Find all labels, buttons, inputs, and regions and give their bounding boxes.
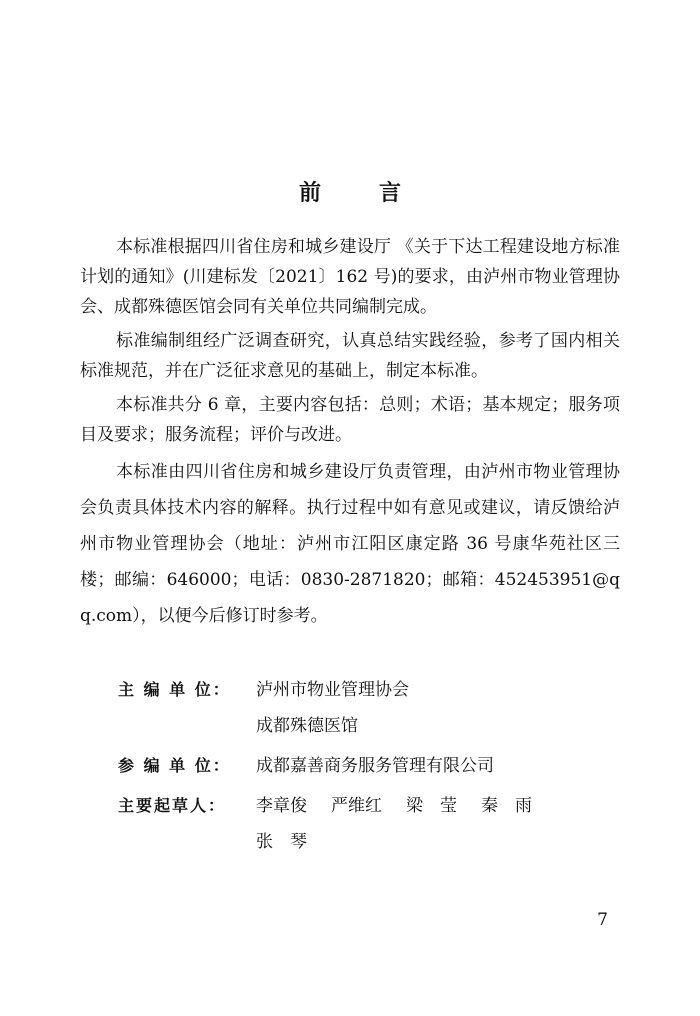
foreword-paragraph-1: 本标准根据四川省住房和城乡建设厅 《关于下达工程建设地方标准计划的通知》(川建标发〔2021〕162 号)的要求，由泸州市物业管理协会、成都殊德医馆会同有关单位共同编制完成。 (80, 237, 620, 317)
participant-unit-values (256, 748, 618, 784)
editor-unit-label: 主 编 单 位： (118, 680, 231, 699)
participant-unit-row (118, 748, 618, 784)
page-number: 7 (597, 910, 608, 930)
drafter-name: 张 琴 (256, 832, 307, 852)
drafter-line (256, 788, 618, 824)
drafter-values (256, 788, 618, 860)
editor-unit-row (118, 672, 618, 744)
drafter-label: 主要起草人： (118, 796, 227, 815)
editor-unit-name: 成都殊德医馆 (256, 716, 358, 736)
editor-unit-name: 泸州市物业管理协会 (256, 680, 409, 700)
foreword-paragraph-3: 本标准共分 6 章，主要内容包括：总则；术语；基本规定；服务项目及要求；服务流程；评价与改进。 (80, 395, 620, 445)
editor-unit-values (256, 672, 618, 744)
drafter-name: 梁 莹 (406, 796, 457, 816)
drafter-row (118, 788, 618, 860)
page-title: 前 言 (298, 181, 419, 206)
participant-unit-name: 成都嘉善商务服务管理有限公司 (256, 756, 494, 776)
drafter-line (256, 824, 618, 860)
drafter-name: 李章俊 (256, 796, 307, 816)
foreword-body (80, 232, 620, 638)
drafter-name: 秦 雨 (481, 796, 532, 816)
drafter-name: 严维红 (331, 796, 382, 816)
foreword-paragraph-2: 标准编制组经广泛调查研究，认真总结实践经验，参考了国内相关标准规范，并在广泛征求意见的基础上，制定本标准。 (80, 331, 620, 381)
unit-list (118, 672, 618, 864)
participant-unit-label: 参 编 单 位： (118, 756, 231, 775)
foreword-paragraph-4: 本标准由四川省住房和城乡建设厅负责管理，由泸州市物业管理协会负责具体技术内容的解释。执行过程中如有意见或建议，请反馈给泸州市物业管理协会（地址：泸州市江阳区康定路 36 号康华苑社区三楼；邮编：646000；电话：0830-2871820；邮箱：452453951@qq.com），以便今后修订时参考。 (80, 462, 620, 626)
